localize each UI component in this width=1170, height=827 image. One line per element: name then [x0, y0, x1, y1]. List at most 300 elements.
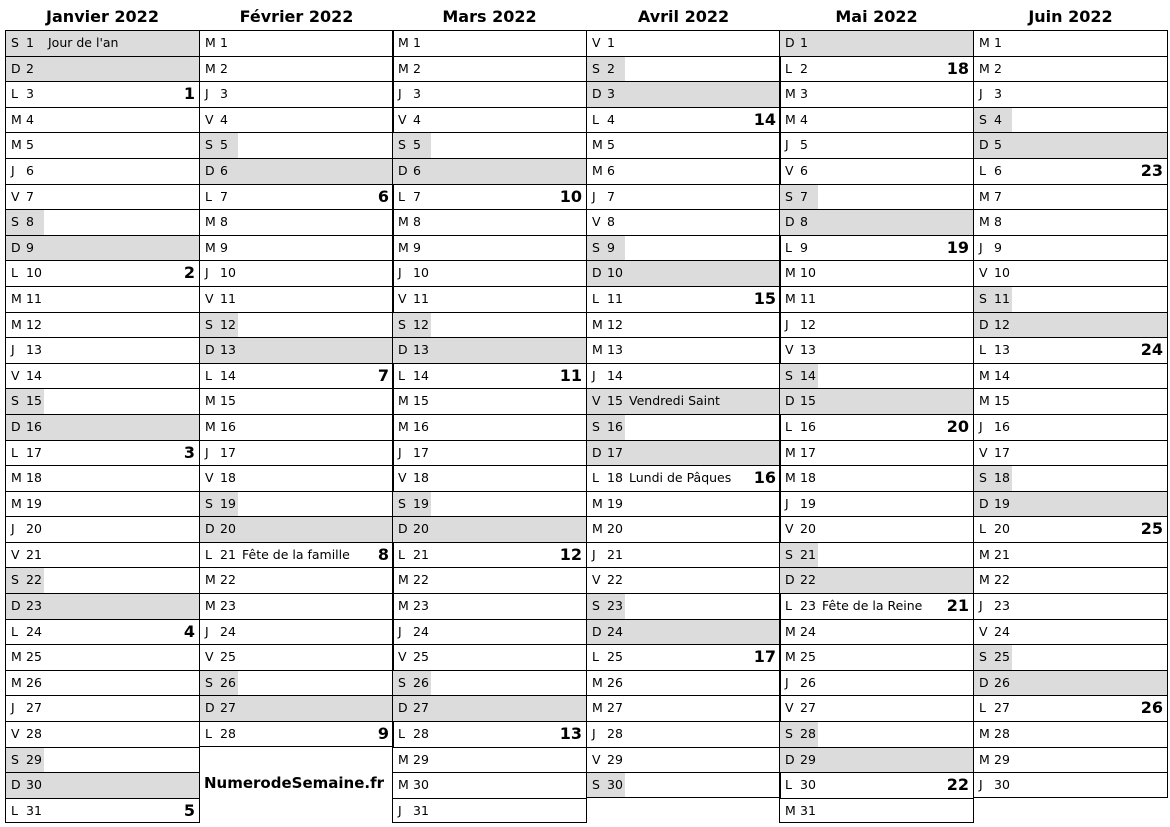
day-number: 15	[413, 393, 429, 409]
weekday-letter: L	[785, 777, 792, 793]
month-column	[199, 0, 394, 747]
day-number: 22	[800, 572, 816, 588]
day-number: 9	[607, 239, 615, 255]
week-number: 8	[377, 544, 389, 564]
day-row	[392, 695, 587, 721]
day-row	[973, 209, 1168, 235]
day-number: 17	[800, 444, 816, 460]
day-row	[392, 56, 587, 82]
weekday-letter: J	[205, 265, 209, 281]
weekday-letter: D	[11, 60, 21, 76]
weekday-letter: M	[785, 444, 796, 460]
day-number: 22	[994, 572, 1010, 588]
day-number: 2	[26, 60, 34, 76]
day-row	[779, 158, 974, 184]
day-row	[5, 798, 200, 824]
weekday-letter: M	[398, 777, 409, 793]
weekday-letter: M	[592, 316, 603, 332]
weekday-letter: M	[398, 60, 409, 76]
week-number: 10	[559, 186, 582, 206]
weekday-letter: J	[979, 418, 983, 434]
day-row	[392, 644, 587, 670]
day-number: 24	[607, 623, 623, 639]
day-number: 24	[26, 623, 42, 639]
weekday-letter: D	[398, 700, 408, 716]
weekday-letter: J	[592, 188, 596, 204]
day-row	[973, 619, 1168, 645]
day-number: 25	[220, 649, 236, 665]
day-row	[5, 772, 200, 798]
weekday-letter: L	[205, 367, 212, 383]
day-row	[586, 516, 781, 542]
day-row	[779, 798, 974, 824]
day-number: 11	[220, 290, 236, 306]
day-row	[5, 670, 200, 696]
day-number: 10	[800, 265, 816, 281]
day-row	[586, 235, 781, 261]
day-row	[586, 414, 781, 440]
day-row	[586, 107, 781, 133]
week-number: 22	[946, 775, 969, 795]
day-row	[586, 491, 781, 517]
day-row	[5, 440, 200, 466]
day-row	[199, 260, 394, 286]
day-number: 10	[607, 265, 623, 281]
day-row	[586, 312, 781, 338]
weekday-letter: S	[979, 649, 987, 665]
day-row	[779, 772, 974, 798]
day-number: 21	[413, 546, 429, 562]
weekday-letter: V	[205, 649, 214, 665]
weekday-letter: M	[398, 418, 409, 434]
weekday-letter: M	[11, 649, 22, 665]
day-row	[586, 286, 781, 312]
weekday-letter: M	[979, 214, 990, 230]
day-row	[973, 337, 1168, 363]
day-number: 24	[220, 623, 236, 639]
day-row	[392, 158, 587, 184]
weekday-letter: J	[979, 777, 983, 793]
day-number: 24	[994, 623, 1010, 639]
weekday-letter: S	[398, 316, 406, 332]
day-number: 6	[607, 162, 615, 178]
day-row	[586, 337, 781, 363]
day-number: 23	[994, 598, 1010, 614]
weekday-letter: S	[592, 598, 600, 614]
week-number: 23	[1140, 160, 1163, 180]
day-row	[779, 695, 974, 721]
day-number: 5	[220, 137, 228, 153]
weekday-letter: M	[11, 674, 22, 690]
weekday-letter: M	[785, 470, 796, 486]
day-row	[973, 312, 1168, 338]
day-number: 25	[800, 649, 816, 665]
day-row	[5, 414, 200, 440]
weekday-letter: M	[785, 649, 796, 665]
day-row	[392, 670, 587, 696]
day-number: 6	[220, 162, 228, 178]
day-row	[5, 337, 200, 363]
day-number: 2	[220, 60, 228, 76]
weekday-letter: M	[785, 265, 796, 281]
month-title: Avril 2022	[637, 7, 730, 26]
day-row	[199, 465, 394, 491]
day-number: 3	[994, 86, 1002, 102]
weekday-letter: D	[979, 137, 989, 153]
day-row	[199, 56, 394, 82]
day-number: 4	[220, 111, 228, 127]
weekday-letter: M	[11, 290, 22, 306]
day-row	[392, 235, 587, 261]
day-number: 5	[994, 137, 1002, 153]
day-row	[199, 695, 394, 721]
day-row	[973, 670, 1168, 696]
weekday-letter: S	[979, 470, 987, 486]
weekday-letter: M	[979, 35, 990, 50]
day-row	[586, 593, 781, 619]
day-number: 23	[220, 598, 236, 614]
weekday-letter: V	[592, 393, 601, 409]
weekday-letter: M	[398, 214, 409, 230]
day-number: 17	[413, 444, 429, 460]
day-row	[392, 81, 587, 107]
month-column	[973, 0, 1168, 798]
weekday-letter: V	[979, 444, 988, 460]
day-number: 3	[413, 86, 421, 102]
day-number: 15	[607, 393, 623, 409]
weekday-letter: M	[592, 495, 603, 511]
day-number: 19	[220, 495, 236, 511]
week-number: 13	[559, 724, 582, 744]
day-row	[779, 337, 974, 363]
day-row	[973, 286, 1168, 312]
day-row	[973, 542, 1168, 568]
day-number: 12	[413, 316, 429, 332]
week-number: 24	[1140, 340, 1163, 360]
weekday-letter: M	[205, 418, 216, 434]
day-number: 27	[800, 700, 816, 716]
weekday-letter: J	[592, 546, 596, 562]
day-row	[392, 209, 587, 235]
weekday-letter: S	[785, 188, 793, 204]
weekday-letter: M	[398, 239, 409, 255]
weekday-letter: M	[979, 393, 990, 409]
day-number: 1	[800, 35, 808, 50]
weekday-letter: V	[979, 623, 988, 639]
day-number: 31	[800, 802, 816, 818]
day-number: 21	[994, 546, 1010, 562]
day-row	[779, 440, 974, 466]
weekday-letter: J	[979, 239, 983, 255]
day-row	[5, 644, 200, 670]
day-row	[586, 440, 781, 466]
day-row	[586, 747, 781, 773]
day-row	[392, 107, 587, 133]
day-row	[392, 337, 587, 363]
day-row	[779, 260, 974, 286]
weekday-letter: D	[785, 214, 795, 230]
day-number: 16	[607, 418, 623, 434]
weekday-letter: M	[205, 239, 216, 255]
day-row	[973, 107, 1168, 133]
day-row	[586, 388, 781, 414]
day-row	[779, 81, 974, 107]
day-row	[973, 363, 1168, 389]
site-label: NumerodeSemaine.fr	[204, 774, 384, 792]
day-row	[199, 286, 394, 312]
day-number: 18	[994, 470, 1010, 486]
weekday-letter: D	[11, 777, 21, 793]
day-number: 2	[994, 60, 1002, 76]
day-number: 7	[220, 188, 228, 204]
day-row	[199, 388, 394, 414]
day-number: 26	[220, 674, 236, 690]
day-number: 16	[26, 418, 42, 434]
day-number: 6	[26, 162, 34, 178]
day-number: 1	[994, 35, 1002, 50]
weekday-letter: D	[979, 674, 989, 690]
day-row	[779, 414, 974, 440]
day-row	[199, 184, 394, 210]
day-number: 20	[994, 521, 1010, 537]
day-row	[973, 721, 1168, 747]
weekday-letter: V	[11, 546, 20, 562]
month-column	[586, 0, 781, 798]
day-number: 12	[26, 316, 42, 332]
day-number: 31	[26, 802, 42, 818]
day-row	[392, 619, 587, 645]
month-column	[392, 0, 587, 823]
week-number: 12	[559, 544, 582, 564]
weekday-letter: L	[11, 623, 18, 639]
day-number: 28	[607, 726, 623, 742]
weekday-letter: M	[398, 35, 409, 50]
weekday-letter: J	[205, 444, 209, 460]
day-row	[973, 695, 1168, 721]
day-row	[779, 619, 974, 645]
week-number: 11	[559, 365, 582, 385]
weekday-letter: V	[785, 342, 794, 358]
weekday-letter: V	[398, 470, 407, 486]
weekday-letter: D	[205, 162, 215, 178]
week-number: 2	[183, 263, 195, 283]
day-number: 12	[994, 316, 1010, 332]
weekday-letter: J	[592, 367, 596, 383]
weekday-letter: J	[979, 598, 983, 614]
day-number: 8	[413, 214, 421, 230]
day-number: 29	[413, 751, 429, 767]
day-number: 9	[26, 239, 34, 255]
day-number: 17	[26, 444, 42, 460]
weekday-letter: M	[785, 86, 796, 102]
week-number: 18	[946, 58, 969, 78]
day-row	[779, 132, 974, 158]
day-number: 15	[220, 393, 236, 409]
day-number: 21	[26, 546, 42, 562]
weekday-letter: J	[11, 342, 15, 358]
day-row	[5, 209, 200, 235]
day-number: 2	[800, 60, 808, 76]
weekday-letter: S	[398, 137, 406, 153]
day-row	[5, 107, 200, 133]
weekday-letter: S	[785, 367, 793, 383]
weekday-letter: V	[592, 751, 601, 767]
weekday-letter: L	[592, 649, 599, 665]
day-number: 12	[607, 316, 623, 332]
day-row	[586, 81, 781, 107]
day-number: 12	[220, 316, 236, 332]
day-number: 19	[607, 495, 623, 511]
day-row	[392, 465, 587, 491]
day-number: 3	[607, 86, 615, 102]
day-number: 11	[413, 290, 429, 306]
day-number: 6	[994, 162, 1002, 178]
day-row	[199, 132, 394, 158]
day-row	[586, 670, 781, 696]
day-row	[199, 209, 394, 235]
day-number: 8	[26, 214, 34, 230]
day-row	[586, 30, 781, 56]
weekday-letter: V	[592, 35, 601, 50]
day-number: 17	[994, 444, 1010, 460]
day-row	[5, 235, 200, 261]
day-number: 13	[800, 342, 816, 358]
day-number: 7	[607, 188, 615, 204]
day-number: 25	[413, 649, 429, 665]
weekday-letter: L	[205, 726, 212, 742]
day-number: 2	[607, 60, 615, 76]
day-number: 4	[413, 111, 421, 127]
day-row	[5, 465, 200, 491]
day-number: 26	[413, 674, 429, 690]
weekday-letter: S	[592, 239, 600, 255]
month-title: Mai 2022	[835, 7, 918, 26]
day-number: 8	[607, 214, 615, 230]
weekday-letter: D	[11, 239, 21, 255]
day-number: 16	[220, 418, 236, 434]
day-row	[5, 516, 200, 542]
day-number: 5	[26, 137, 34, 153]
day-row	[586, 158, 781, 184]
weekday-letter: V	[205, 290, 214, 306]
day-row	[5, 747, 200, 773]
day-number: 16	[413, 418, 429, 434]
day-row	[5, 132, 200, 158]
day-row	[199, 440, 394, 466]
day-number: 30	[800, 777, 816, 793]
day-row	[779, 30, 974, 56]
day-row	[199, 567, 394, 593]
day-row	[5, 260, 200, 286]
weekday-letter: D	[398, 521, 408, 537]
day-number: 13	[994, 342, 1010, 358]
day-number: 29	[800, 751, 816, 767]
day-row	[5, 491, 200, 517]
month-column	[779, 0, 974, 823]
day-row	[392, 542, 587, 568]
day-number: 18	[413, 470, 429, 486]
weekday-letter: L	[205, 546, 212, 562]
day-number: 27	[994, 700, 1010, 716]
day-row	[392, 132, 587, 158]
weekday-letter: D	[11, 598, 21, 614]
day-number: 27	[413, 700, 429, 716]
weekday-letter: M	[785, 623, 796, 639]
day-row	[199, 312, 394, 338]
weekday-letter: L	[785, 239, 792, 255]
day-row	[586, 619, 781, 645]
day-number: 21	[220, 546, 236, 562]
weekday-letter: M	[592, 342, 603, 358]
day-number: 11	[994, 290, 1010, 306]
weekday-letter: V	[785, 162, 794, 178]
weekday-letter: M	[979, 188, 990, 204]
day-row	[779, 721, 974, 747]
weekday-letter: S	[398, 495, 406, 511]
day-number: 1	[26, 35, 34, 50]
day-number: 24	[413, 623, 429, 639]
holiday-label: Vendredi Saint	[629, 393, 720, 409]
holiday-label: Jour de l'an	[48, 35, 119, 50]
day-number: 11	[607, 290, 623, 306]
weekday-letter: D	[592, 444, 602, 460]
weekday-letter: L	[785, 418, 792, 434]
weekday-letter: L	[398, 726, 405, 742]
day-row	[973, 158, 1168, 184]
day-row	[199, 516, 394, 542]
week-number: 3	[183, 442, 195, 462]
weekday-letter: V	[979, 265, 988, 281]
day-row	[973, 465, 1168, 491]
day-row	[779, 567, 974, 593]
weekday-letter: D	[785, 572, 795, 588]
day-row	[973, 132, 1168, 158]
day-number: 10	[994, 265, 1010, 281]
day-row	[5, 286, 200, 312]
day-number: 19	[413, 495, 429, 511]
day-number: 27	[220, 700, 236, 716]
weekday-letter: V	[205, 470, 214, 486]
weekday-letter: J	[979, 86, 983, 102]
week-number: 6	[377, 186, 389, 206]
day-row	[5, 312, 200, 338]
day-number: 14	[220, 367, 236, 383]
day-number: 1	[413, 35, 421, 50]
day-row	[586, 721, 781, 747]
day-row	[586, 567, 781, 593]
weekday-letter: J	[398, 444, 402, 460]
day-number: 29	[994, 751, 1010, 767]
weekday-letter: D	[592, 86, 602, 102]
weekday-letter: M	[592, 700, 603, 716]
day-number: 20	[607, 521, 623, 537]
day-row	[779, 670, 974, 696]
day-row	[392, 312, 587, 338]
day-row	[586, 542, 781, 568]
day-row	[779, 491, 974, 517]
day-row	[779, 644, 974, 670]
weekday-letter: S	[979, 111, 987, 127]
weekday-letter: J	[785, 495, 789, 511]
day-number: 8	[220, 214, 228, 230]
day-number: 22	[607, 572, 623, 588]
weekday-letter: L	[398, 367, 405, 383]
week-number: 19	[946, 237, 969, 257]
holiday-label: Lundi de Pâques	[629, 470, 732, 486]
day-number: 1	[607, 35, 615, 50]
weekday-letter: M	[979, 60, 990, 76]
day-row	[392, 388, 587, 414]
